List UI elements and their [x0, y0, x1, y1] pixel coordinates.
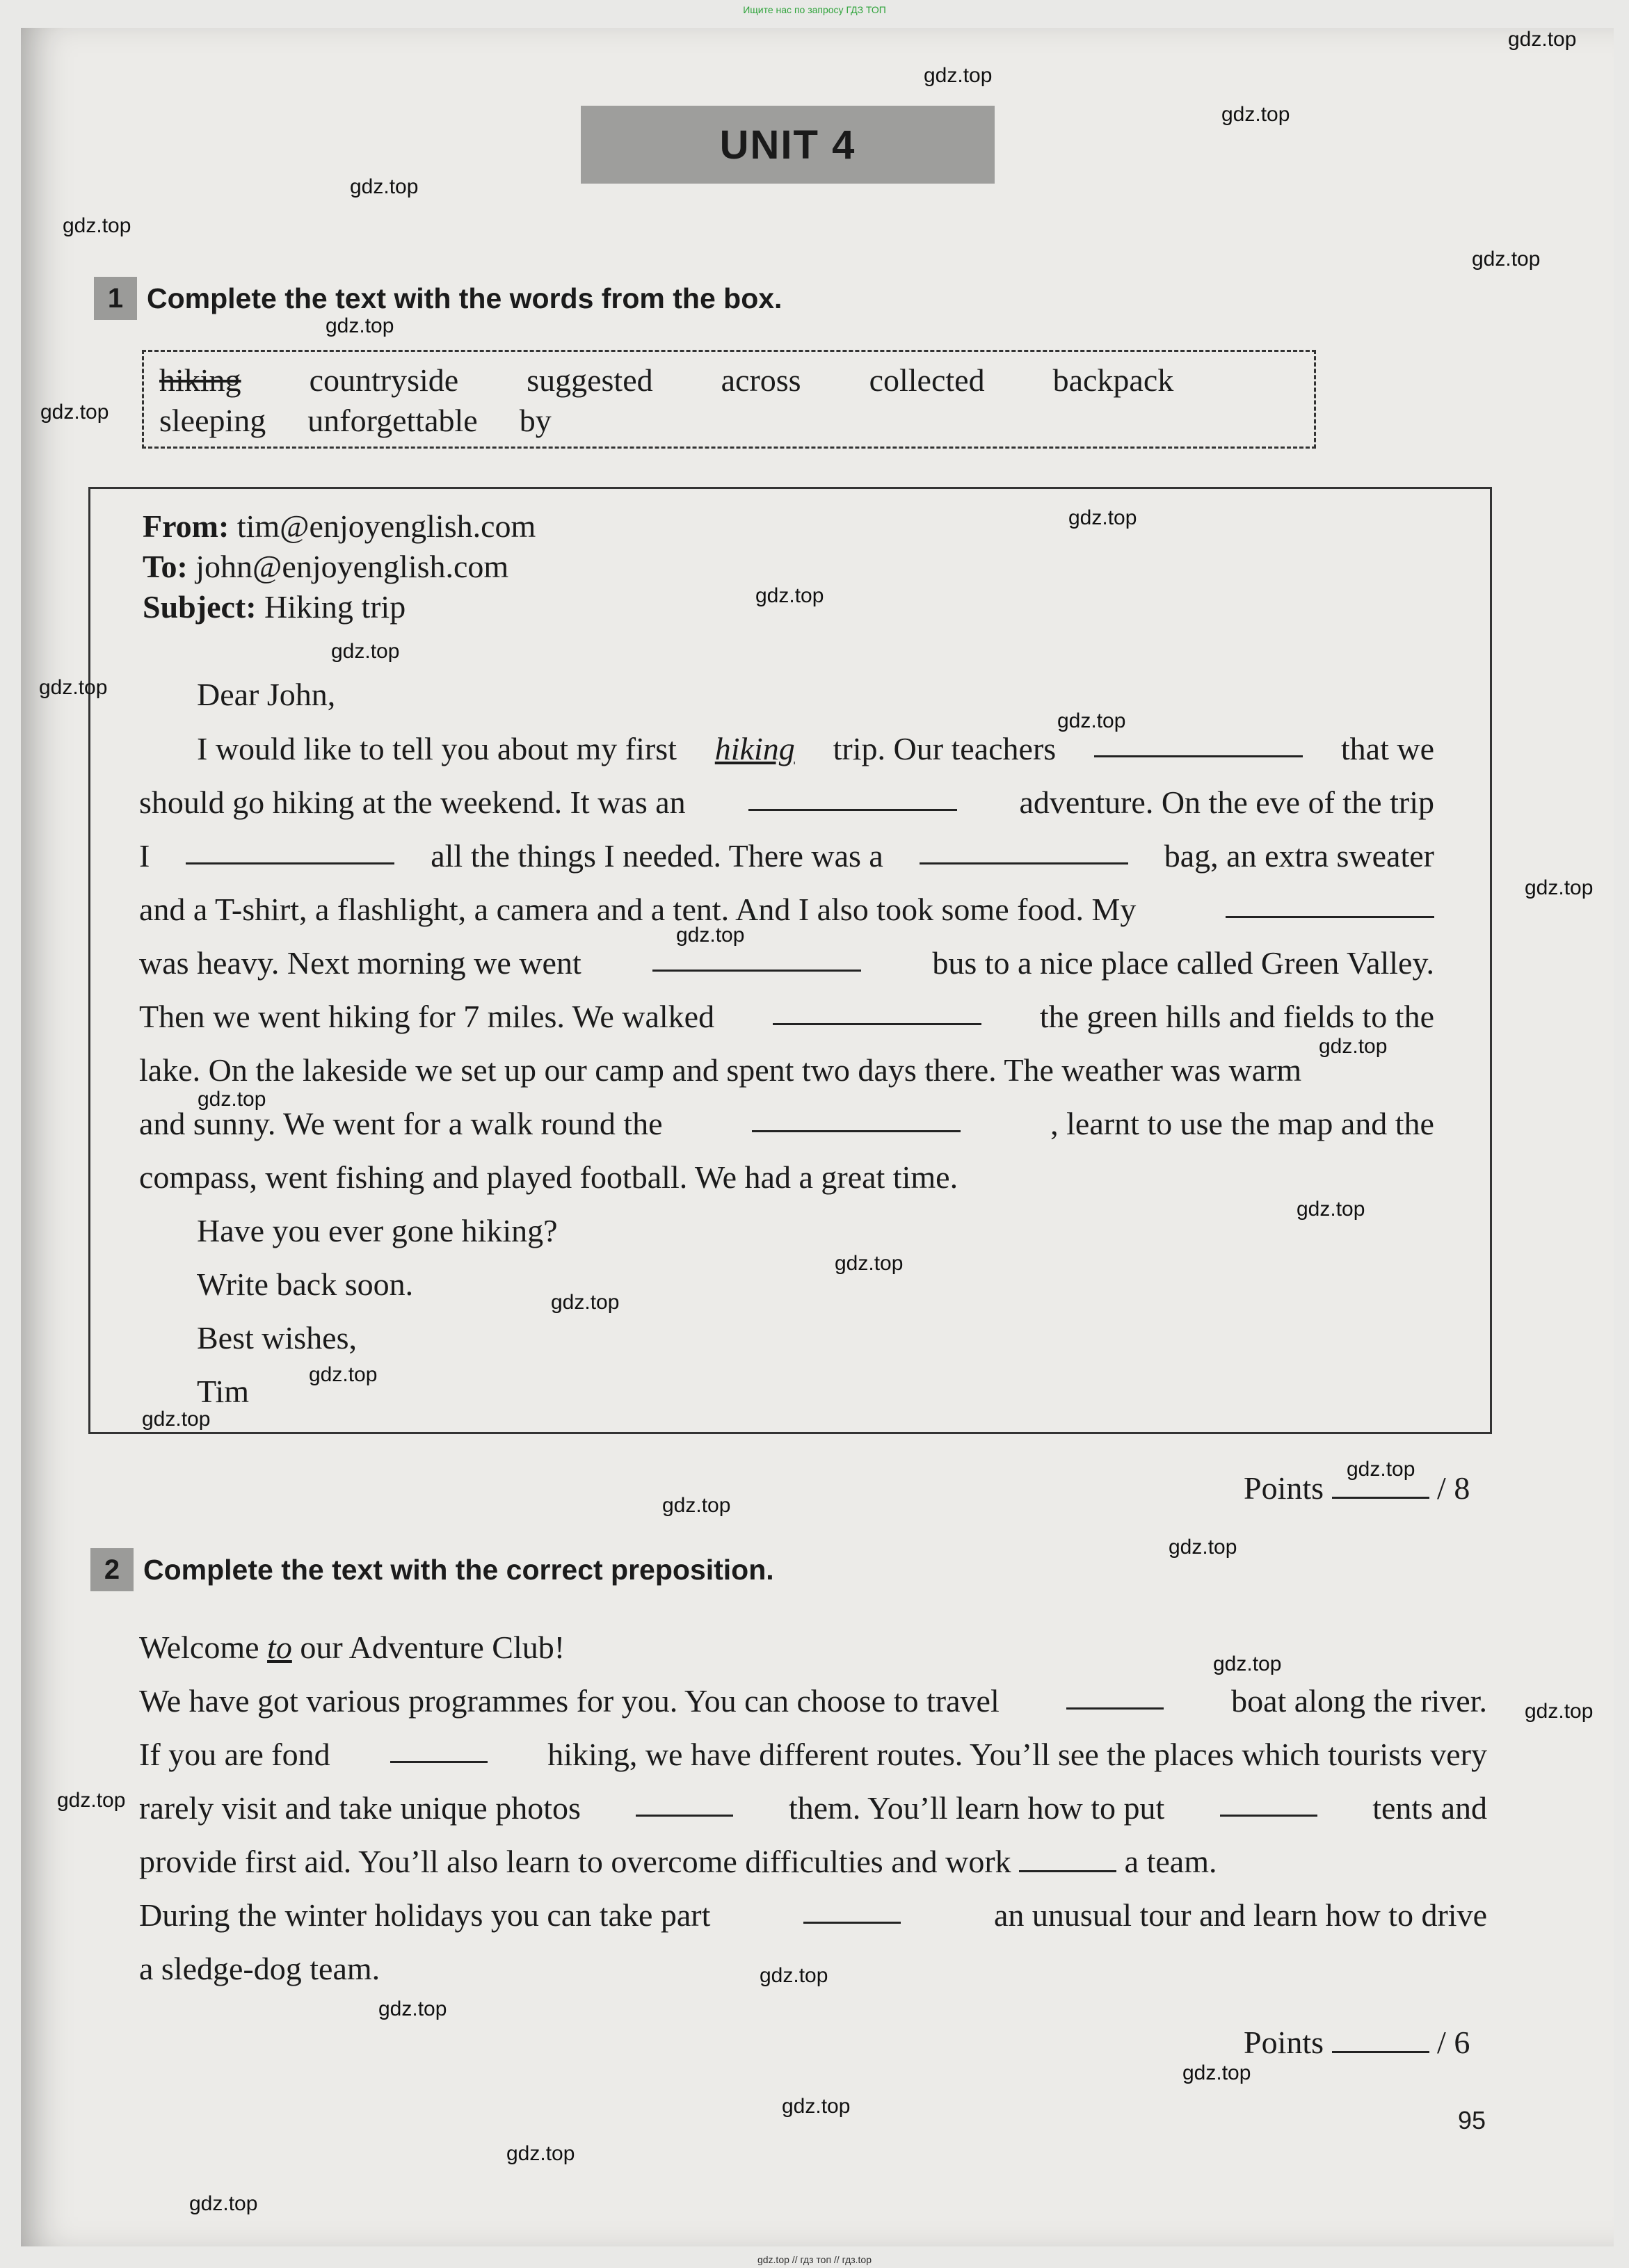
watermark: gdz.top [662, 1494, 731, 1517]
word-by: by [519, 403, 552, 438]
text: Welcome [139, 1630, 259, 1665]
subject-value: Hiking trip [264, 589, 406, 625]
watermark: gdz.top [63, 214, 131, 237]
email-line-3 [139, 837, 1434, 874]
text: , learnt to use the map and the [1050, 1106, 1434, 1141]
points-label: Points [1244, 2025, 1324, 2060]
points-label: Points [1244, 1470, 1324, 1506]
watermark: gdz.top [551, 1291, 620, 1314]
watermark: gdz.top [1347, 1458, 1415, 1481]
watermark: gdz.top [1068, 506, 1137, 529]
answer-blank[interactable] [920, 837, 1128, 864]
task2-header [90, 1548, 774, 1591]
watermark: gdz.top [309, 1363, 378, 1386]
watermark: gdz.top [378, 1997, 447, 2020]
text: a team. [1124, 1844, 1217, 1879]
watermark: gdz.top [189, 2192, 258, 2215]
email-line-9: compass, went fishing and played football. We had a great time. [139, 1159, 958, 1195]
email-signature: Tim [197, 1374, 250, 1409]
word-unforgettable: unforgettable [307, 403, 478, 438]
task1-instruction: Complete the text with the words from the box. [147, 282, 783, 314]
email-closing-3: Best wishes, [197, 1320, 357, 1356]
task2-instruction: Complete the text with the correct preposition. [143, 1553, 774, 1586]
answer-blank[interactable] [748, 784, 957, 811]
watermark: gdz.top [1319, 1035, 1388, 1058]
page-number: 95 [1458, 2106, 1486, 2134]
watermark: gdz.top [198, 1088, 266, 1111]
answer-blank[interactable] [652, 944, 861, 972]
email-line-6 [139, 998, 1434, 1035]
watermark: gdz.top [1057, 709, 1126, 732]
text: boat along the river. [1231, 1683, 1487, 1719]
bottom-note: gdz.top // гдз топ // гдз.top [757, 2254, 872, 2265]
word-sleeping: sleeping [159, 403, 266, 438]
to-label: To: [143, 549, 188, 584]
answer-blank[interactable] [803, 1897, 901, 1924]
watermark: gdz.top [506, 2142, 575, 2165]
email-to [143, 548, 508, 585]
watermark: gdz.top [1182, 2061, 1251, 2084]
answer-blank[interactable] [390, 1736, 488, 1763]
subject-label: Subject: [143, 589, 257, 625]
answer-blank[interactable] [1220, 1790, 1317, 1817]
word-suggested: suggested [527, 362, 653, 398]
text: adventure. On the eve of the trip [1019, 785, 1434, 820]
watermark: gdz.top [1297, 1198, 1365, 1221]
text: and a T-shirt, a flashlight, a camera and a tent. And I also took some food. My [139, 892, 1137, 927]
text: was heavy. Next morning we went [139, 945, 581, 981]
watermark: gdz.top [331, 640, 400, 663]
word-box-row-2 [159, 402, 593, 439]
task2-number: 2 [90, 1548, 134, 1591]
watermark: gdz.top [1508, 28, 1577, 51]
top-note: Ищите нас по запросу ГДЗ ТОП [743, 4, 886, 15]
text: During the winter holidays you can take part [139, 1897, 711, 1933]
word-box-row-1 [159, 362, 1242, 399]
word-backpack: backpack [1052, 362, 1174, 398]
answer-blank[interactable] [1066, 1682, 1164, 1710]
text: bus to a nice place called Green Valley. [932, 945, 1434, 981]
answer-blank[interactable] [186, 837, 394, 864]
from-label: From: [143, 508, 230, 544]
watermark: gdz.top [1213, 1652, 1282, 1675]
watermark: gdz.top [142, 1408, 211, 1431]
task2-line-1 [139, 1629, 565, 1666]
watermark: gdz.top [40, 401, 109, 424]
word-countryside: countryside [309, 362, 459, 398]
task1-number: 1 [94, 277, 137, 320]
watermark: gdz.top [1525, 1700, 1594, 1723]
watermark: gdz.top [924, 64, 993, 87]
word-box [142, 350, 1316, 449]
watermark: gdz.top [1472, 248, 1541, 271]
watermark: gdz.top [39, 676, 108, 699]
text: We have got various programmes for you. You can choose to travel [139, 1683, 1000, 1719]
email-closing-2: Write back soon. [197, 1266, 414, 1302]
watermark: gdz.top [835, 1252, 904, 1275]
text: our Adventure Club! [300, 1630, 565, 1665]
task2-line-6 [139, 1897, 1487, 1933]
email-line-1 [197, 730, 1434, 767]
text: I [139, 838, 150, 874]
example-answer: to [267, 1630, 292, 1665]
email-line-7: lake. On the lakeside we set up our camp and spent two days there. The weather was warm [139, 1052, 1302, 1088]
text: the green hills and fields to the [1039, 999, 1434, 1034]
from-value: tim@enjoyenglish.com [236, 508, 536, 544]
answer-blank[interactable] [1094, 730, 1303, 757]
points-blank[interactable] [1332, 2026, 1429, 2053]
text: provide first aid. You’ll also learn to overcome difficulties and work [139, 1844, 1011, 1879]
text: trip. Our teachers [833, 731, 1057, 766]
answer-blank[interactable] [636, 1790, 733, 1817]
watermark: gdz.top [782, 2095, 851, 2118]
task2-line-5 [139, 1843, 1217, 1880]
text: that we [1340, 731, 1434, 766]
word-hiking: hiking [159, 362, 241, 398]
email-subject [143, 588, 406, 625]
task2-line-4 [139, 1790, 1487, 1826]
answer-blank[interactable] [752, 1105, 961, 1132]
watermark: gdz.top [57, 1789, 126, 1812]
text: I would like to tell you about my first [197, 731, 677, 766]
text: all the things I needed. There was a [431, 838, 883, 874]
text: bag, an extra sweater [1164, 838, 1434, 874]
word-across: across [721, 362, 801, 398]
task2-line-7: a sledge-dog team. [139, 1951, 380, 1986]
points-max: / 6 [1437, 2025, 1470, 2060]
text: If you are fond [139, 1737, 330, 1772]
text: Then we went hiking for 7 miles. We walked [139, 999, 715, 1034]
watermark: gdz.top [676, 924, 745, 947]
watermark: gdz.top [1525, 876, 1594, 899]
email-from [143, 508, 536, 545]
task1-header [94, 277, 782, 320]
points-max: / 8 [1437, 1470, 1470, 1506]
task2-points [1244, 2024, 1470, 2061]
example-answer: hiking [714, 731, 795, 766]
task2-line-3 [139, 1736, 1487, 1773]
email-greeting: Dear John, [197, 677, 336, 712]
text: and sunny. We went for a walk round the [139, 1106, 663, 1141]
answer-blank[interactable] [1226, 891, 1434, 918]
text: an unusual tour and learn how to drive [994, 1897, 1487, 1933]
email-line-2 [139, 784, 1434, 821]
word-collected: collected [869, 362, 985, 398]
watermark: gdz.top [1221, 103, 1290, 126]
email-line-5 [139, 944, 1434, 981]
email-line-4 [139, 891, 1434, 928]
text: tents and [1372, 1790, 1487, 1826]
answer-blank[interactable] [1019, 1845, 1116, 1872]
to-value: john@enjoyenglish.com [195, 549, 509, 584]
text: rarely visit and take unique photos [139, 1790, 581, 1826]
watermark: gdz.top [755, 584, 824, 607]
task2-line-2 [139, 1682, 1487, 1719]
unit-title: UNIT 4 [581, 106, 995, 184]
watermark: gdz.top [326, 314, 394, 337]
email-line-8 [139, 1105, 1434, 1142]
watermark: gdz.top [760, 1964, 828, 1987]
text: hiking, we have different routes. You’ll see the places which tourists very [547, 1737, 1487, 1772]
text: them. You’ll learn how to put [788, 1790, 1165, 1826]
text: should go hiking at the weekend. It was an [139, 785, 686, 820]
watermark: gdz.top [350, 175, 419, 198]
answer-blank[interactable] [773, 998, 981, 1025]
watermark: gdz.top [1169, 1536, 1237, 1559]
email-closing-1: Have you ever gone hiking? [197, 1213, 558, 1248]
